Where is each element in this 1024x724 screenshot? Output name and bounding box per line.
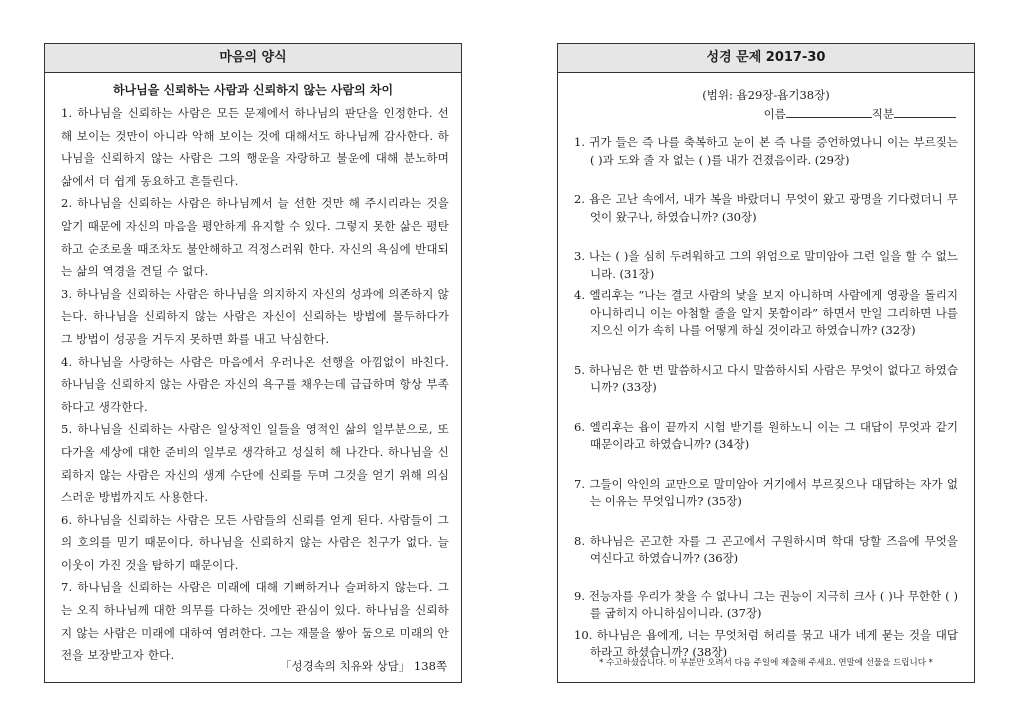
name-blank[interactable]: [786, 105, 872, 118]
question-item: 9. 전능자를 우리가 찾을 수 없나니 그는 권능이 지극히 크사 ( )나 무한한 ( )를 굽히지 아니하심이니라. (37장): [574, 588, 958, 620]
name-label: 이름: [763, 107, 786, 121]
article-items: [45, 102, 461, 667]
question-item: 5. 하나님은 한 번 말씀하시고 다시 말씀하시되 사람은 무엇이 없다고 하였습니까? (33장): [574, 362, 958, 394]
article-item: 4. 하나님을 사랑하는 사람은 마음에서 우러나온 선행을 아낌없이 바친다. 하나님을 신뢰하지 않는 사람은 자신의 욕구를 채우는데 급급하며 항상 부족하다고 생각한다.: [61, 354, 449, 414]
source-citation: 「성경속의 치유와 상담」 138쪽: [279, 659, 447, 673]
question-item: 2. 욥은 고난 속에서, 내가 복을 바랐더니 무엇이 왔고 광명을 기다렸더니 무엇이 왔구나, 하였습니까? (30장): [574, 192, 958, 224]
class-blank[interactable]: [894, 105, 956, 118]
quiz-range: (범위: 욥29장-욥기38장): [702, 88, 830, 102]
right-panel: [557, 43, 975, 683]
submission-footnote: * 수고하셨습니다. 이 부분만 오려서 다음 주일에 제출해 주세요. 연말에 선물을 드립니다 *: [599, 658, 933, 668]
question-item: 6. 엘리후는 욥이 끝까지 시험 받기를 원하노니 이는 그 대답이 무엇과 같기 때문이라고 하였습니까? (34장): [574, 419, 958, 451]
name-line: [558, 105, 974, 122]
class-label: 직분: [871, 107, 894, 121]
question-item: 1. 귀가 들은 즉 나를 축복하고 눈이 본 즉 나를 증언하였나니 이는 부르짖는 ( )과 도와 줄 자 없는 ( )를 내가 건졌음이라. (29장): [574, 135, 958, 167]
article-item: 2. 하나님을 신뢰하는 사람은 하나님께서 늘 선한 것만 해 주시리라는 것을 알기 때문에 자신의 마음을 평안하게 유지할 수 있다. 그렇지 못한 삶은 평탄하고 순조로울 때조차도 불안해하고 걱정스러워 한다. 자신의 욕심에 반대되는 삶의 역경을 견딜 수 없다.: [61, 196, 449, 279]
question-item: 7. 그들이 악인의 교만으로 말미암아 거기에서 부르짖으나 대답하는 자가 없는 이유는 무엇입니까? (35장): [574, 476, 958, 508]
question-list: [558, 134, 974, 662]
left-panel-title: 마음의 양식: [45, 44, 461, 73]
question-item: 10. 하나님은 욥에게, 너는 무엇처럼 허리를 묶고 내가 네게 묻는 것을 대답하라고 하셨습니까? (38장): [574, 627, 958, 659]
article-item: 7. 하나님을 신뢰하는 사람은 미래에 대해 기뻐하거나 슬퍼하지 않는다. 그는 오직 하나님께 대한 의무를 다하는 것에만 관심이 있다. 하나님을 신뢰하지 않는 사람은 미래에 대하여 염려한다. 그는 재물을 쌓아 둠으로 미래의 안전을 보장받고자 한다.: [61, 580, 449, 663]
article-item: 3. 하나님을 신뢰하는 사람은 하나님을 의지하지 자신의 성과에 의존하지 않는다. 하나님을 신뢰하지 않는 사람은 자신이 신뢰하는 방법에 몰두하다가 그 방법이 성공을 거두지 못하면 화를 내고 낙심한다.: [61, 286, 449, 346]
left-panel: [44, 43, 462, 683]
article-subtitle: 하나님을 신뢰하는 사람과 신뢰하지 않는 사람의 차이: [112, 83, 394, 97]
article-item: 1. 하나님을 신뢰하는 사람은 모든 문제에서 하나님의 판단을 인정한다. 선해 보이는 것만이 아니라 악해 보이는 것에 대해서도 하나님께 감사한다. 하나님을 신뢰하지 않는 사람은 그의 행운을 자랑하고 불운에 대해 분노하며 삶에서 더 쉽게 동요하고 흔들린다.: [61, 106, 449, 188]
quiz-title: 성경 문제 2017-30: [558, 44, 974, 73]
article-item: 6. 하나님을 신뢰하는 사람은 모든 사람들의 신뢰를 얻게 된다. 사람들이 그의 호의를 믿기 때문이다. 하나님을 신뢰하지 않는 사람은 친구가 없다. 늘 이웃이 가진 것을 탐하기 때문이다.: [61, 512, 449, 572]
question-item: 8. 하나님은 곤고한 자를 그 곤고에서 구원하시며 학대 당할 즈음에 무엇을 여신다고 하였습니까? (36장): [574, 533, 958, 565]
article-item: 5. 하나님을 신뢰하는 사람은 일상적인 일들을 영적인 삶의 일부분으로, 또 다가올 세상에 대한 준비의 일부로 생각하고 성실히 해 나간다. 하나님을 신뢰하지 않는 사람은 자신의 생계 수단에 신뢰를 두며 그것을 얻기 위해 의심스러운 방법까지도 사용한다.: [61, 422, 449, 505]
question-item: 3. 나는 ( )을 심히 두려워하고 그의 위엄으로 말미암아 그런 일을 할 수 없느니라. (31장): [574, 249, 958, 281]
question-item: 4. 엘리후는 “나는 결코 사람의 낯을 보지 아니하며 사람에게 영광을 돌리지 아니하리니 이는 아첨할 줄을 알지 못함이라” 하면서 만일 그리하면 나를 지으신 이가 속히 나를 어떻게 하실 것이라고 하였습니까? (32장): [574, 288, 958, 337]
